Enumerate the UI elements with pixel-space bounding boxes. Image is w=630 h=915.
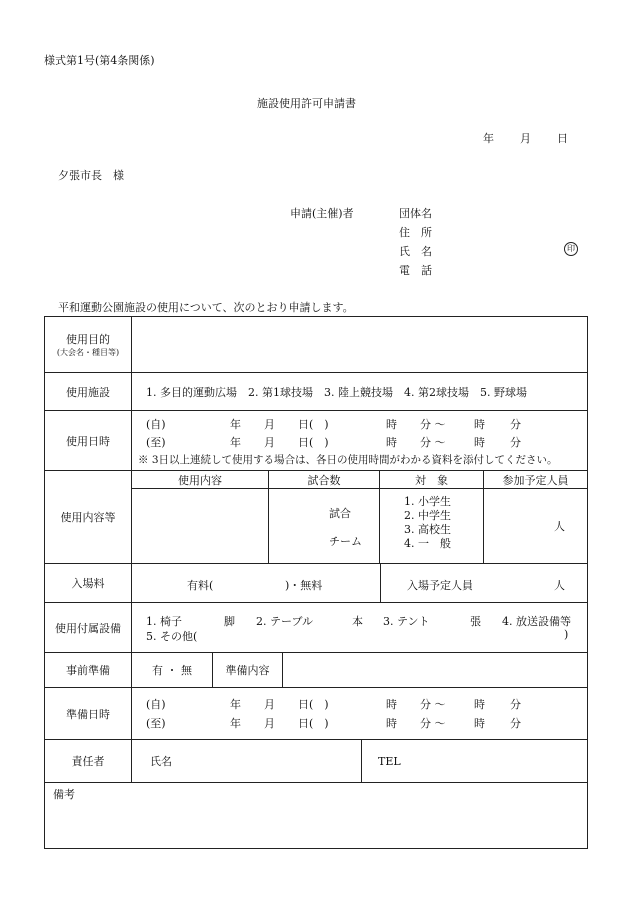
remarks-field[interactable] [45, 783, 588, 849]
prep-content-label: 準備内容 [213, 653, 283, 688]
hour-label: 時 [386, 418, 397, 431]
hour-label: 時 [474, 418, 485, 431]
responsible-cell [132, 740, 588, 783]
responsible-table [131, 739, 588, 783]
target-high-school: 3. 高校生 [404, 523, 451, 536]
usage-content-field[interactable] [132, 489, 269, 564]
year-label: 年 [230, 418, 241, 431]
purpose-sublabel: (大会名・種目等) [56, 348, 120, 357]
hour-label: 時 [474, 436, 485, 449]
minute-label: 分 [510, 698, 521, 711]
equipment-label: 使用付属設備 [45, 603, 132, 653]
minute-tilde-label: 分 ～ [420, 436, 446, 449]
equipment-tent-unit: 張 [470, 615, 481, 628]
equipment-other-close: ) [564, 628, 569, 641]
year-label: 年 [230, 717, 241, 730]
target-general: 4. 一 般 [404, 537, 451, 550]
usage-note: ※ 3日以上連続して使用する場合は、各日の使用時間がわかる資料を添付してください。 [138, 454, 558, 466]
year-label: 年 [230, 436, 241, 449]
date-month-label: 月 [520, 132, 531, 145]
header-matches: 試合数 [269, 471, 380, 489]
to-label: (至) [146, 436, 166, 449]
prep-dates-label: 準備日時 [45, 688, 132, 740]
equipment-table-unit: 本 [352, 615, 363, 628]
hour-label: 時 [386, 717, 397, 730]
year-label: 年 [230, 698, 241, 711]
prep-table [131, 652, 588, 688]
applicant-name-label: 氏 名 [399, 245, 432, 258]
admission-label: 入場料 [45, 564, 132, 603]
minute-tilde-label: 分 ～ [420, 698, 446, 711]
month-label: 月 [264, 717, 275, 730]
prep-cell [132, 653, 588, 688]
day-label: 日( ) [298, 436, 329, 449]
minute-label: 分 [510, 436, 521, 449]
purpose-label-cell [45, 317, 132, 373]
minute-tilde-label: 分 ～ [420, 717, 446, 730]
header-usage: 使用内容 [132, 471, 269, 489]
admission-cell [132, 564, 588, 603]
intro-text: 平和運動公園施設の使用について、次のとおり申請します。 [58, 301, 354, 314]
responsible-tel-field[interactable] [362, 740, 588, 783]
seal-mark: 印 [564, 241, 578, 256]
usage-content-label: 使用内容等 [45, 471, 132, 564]
target-elementary: 1. 小学生 [404, 495, 451, 508]
month-label: 月 [264, 698, 275, 711]
usage-content-table [131, 470, 588, 564]
page-title: 施設使用許可申請書 [257, 97, 356, 110]
expected-label: 入場予定人員 [407, 579, 473, 592]
form-number: 様式第1号(第4条関係) [44, 54, 155, 67]
expected-attendance-field[interactable] [381, 564, 588, 603]
applicant-address-label: 住 所 [399, 226, 432, 239]
minute-label: 分 [510, 418, 521, 431]
prep-label: 事前準備 [45, 653, 132, 688]
minute-tilde-label: 分 ～ [420, 418, 446, 431]
free-label: )・無料 [285, 579, 323, 592]
prep-dates-field[interactable] [132, 688, 588, 740]
paid-label: 有料( [187, 579, 214, 592]
to-label: (至) [146, 717, 166, 730]
from-label: (自) [146, 698, 166, 711]
purpose-field[interactable] [132, 317, 588, 373]
applicant-org-label: 団体名 [399, 207, 432, 220]
facility-options[interactable]: 1. 多目的運動広場 2. 第1球技場 3. 陸上競技場 4. 第2球技場 5. 野球場 [132, 373, 588, 411]
admission-table [131, 563, 588, 603]
month-label: 月 [264, 418, 275, 431]
from-label: (自) [146, 418, 166, 431]
remarks-label: 備考 [53, 788, 75, 801]
day-label: 日( ) [298, 717, 329, 730]
date-year-label: 年 [483, 132, 494, 145]
participants-field[interactable] [484, 489, 588, 564]
prep-content-field[interactable] [283, 653, 588, 688]
applicant-phone-label: 電 話 [399, 264, 432, 277]
application-table [44, 316, 588, 849]
target-options[interactable] [380, 489, 484, 564]
target-junior-high: 2. 中学生 [404, 509, 451, 522]
date-day-label: 日 [557, 132, 568, 145]
teams-unit: チーム [329, 535, 362, 548]
applicant-label: 申請(主催)者 [290, 207, 354, 220]
header-target: 対 象 [380, 471, 484, 489]
day-label: 日( ) [298, 418, 329, 431]
responsible-label: 責任者 [45, 740, 132, 783]
addressee: 夕張市長 様 [58, 169, 124, 182]
facility-label: 使用施設 [45, 373, 132, 411]
usage-dates-field[interactable] [132, 411, 588, 471]
equipment-pa: 4. 放送設備等 [502, 615, 571, 628]
responsible-name-label: 氏名 [150, 755, 172, 768]
equipment-field[interactable] [132, 603, 588, 653]
header-participants: 参加予定人員 [484, 471, 588, 489]
responsible-tel-label: TEL [378, 754, 401, 768]
equipment-chair: 1. 椅子 [146, 615, 182, 628]
admission-fee-field[interactable] [132, 564, 381, 603]
expected-unit: 人 [554, 579, 565, 592]
equipment-other: 5. その他( [146, 630, 198, 643]
matches-field[interactable] [269, 489, 380, 564]
equipment-table: 2. テーブル [256, 615, 314, 628]
participants-unit: 人 [554, 520, 565, 533]
hour-label: 時 [386, 698, 397, 711]
minute-label: 分 [510, 717, 521, 730]
hour-label: 時 [474, 698, 485, 711]
day-label: 日( ) [298, 698, 329, 711]
hour-label: 時 [386, 436, 397, 449]
prep-yes-no[interactable]: 有 ・ 無 [132, 653, 213, 688]
month-label: 月 [264, 436, 275, 449]
equipment-tent: 3. テント [383, 615, 430, 628]
usage-content-cell [132, 471, 588, 564]
purpose-label: 使用目的 [66, 333, 110, 346]
equipment-chair-unit: 脚 [224, 615, 235, 628]
responsible-name-field[interactable] [132, 740, 362, 783]
matches-unit: 試合 [329, 507, 351, 520]
usage-dates-label: 使用日時 [45, 411, 132, 471]
hour-label: 時 [474, 717, 485, 730]
